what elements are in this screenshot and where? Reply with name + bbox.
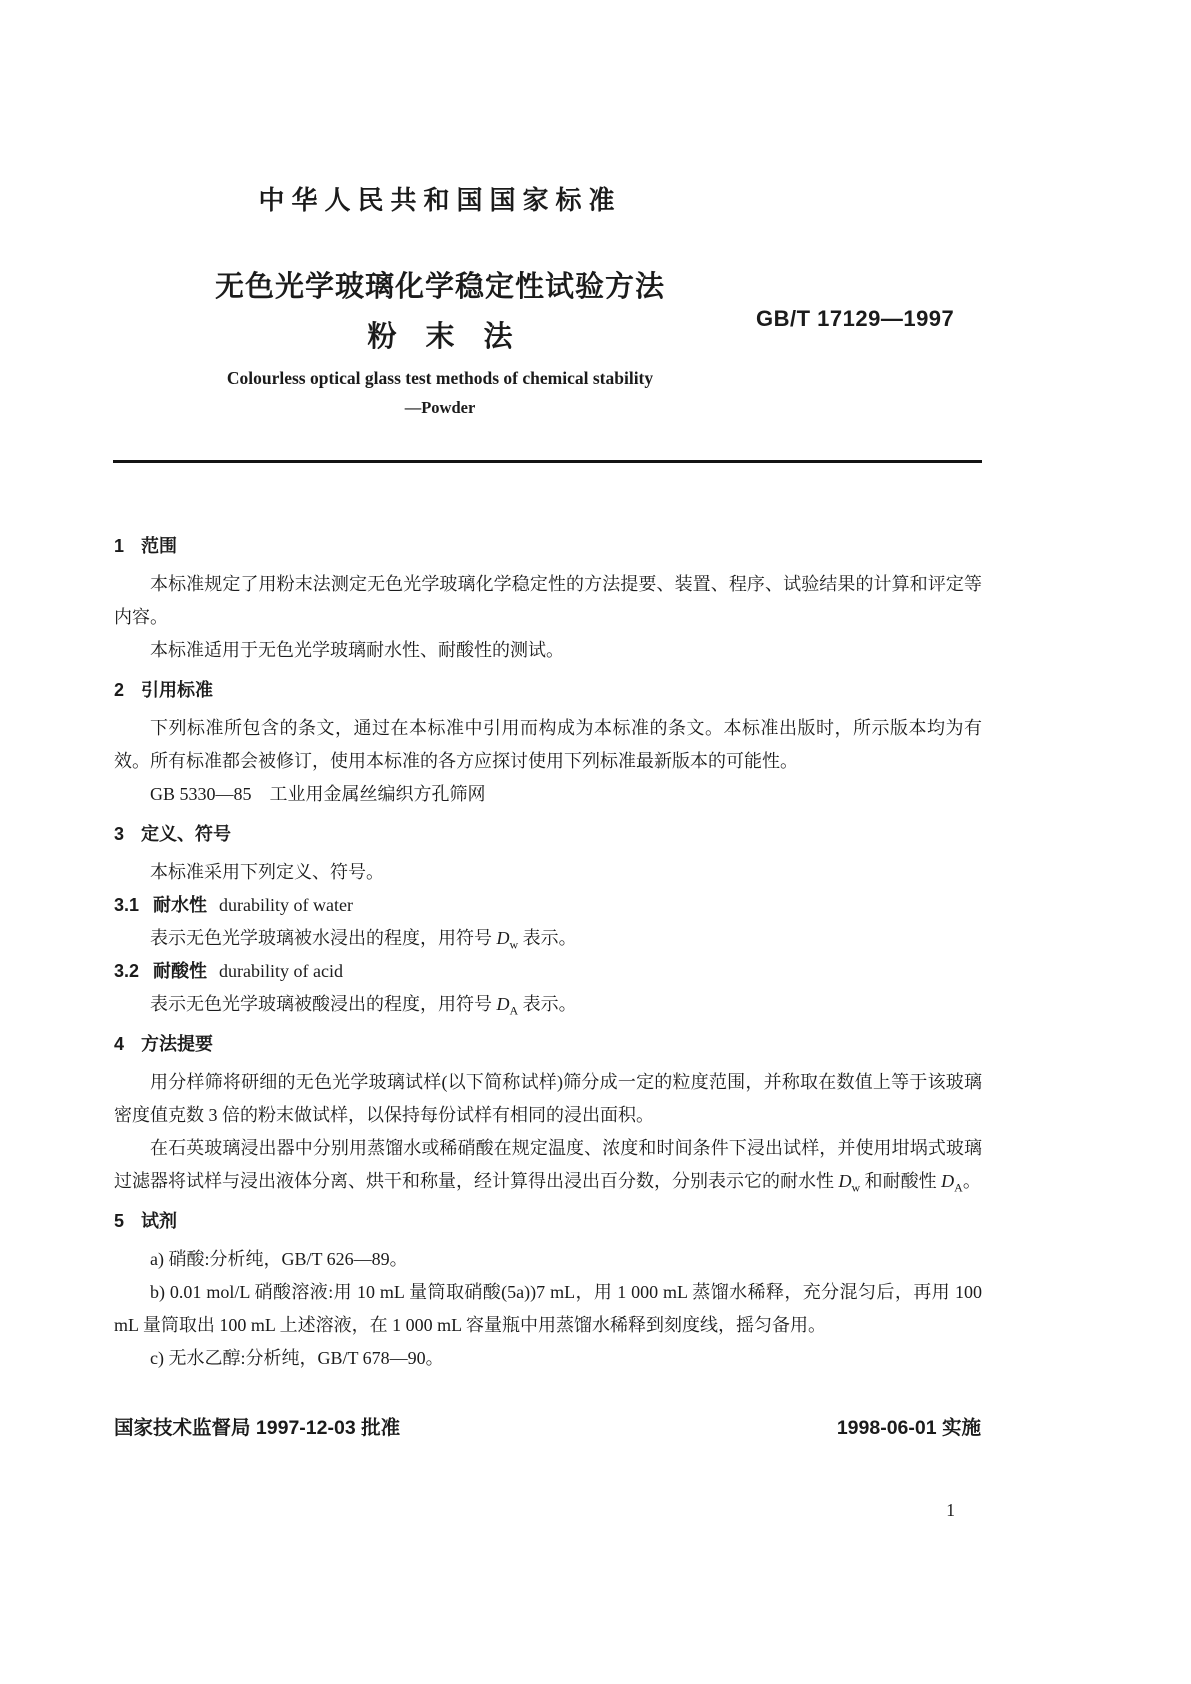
text-run: 本标准适用于无色光学玻璃耐水性、耐酸性的测试。 (150, 640, 564, 660)
paragraph (114, 1276, 982, 1342)
text-run: 在石英玻璃浸出器中分别用蒸馏水或稀硝酸在规定温度、浓度和时间条件下浸出试样，并使用坩埚式玻璃过滤器将试样与浸出液体分离、烘干和称量，经计算得出浸出百分数，分别表示它的耐水性 (114, 1138, 982, 1191)
subclause-3.1-heading (114, 889, 982, 922)
text-run: GB 5330—85 工业用金属丝编织方孔筛网 (150, 784, 486, 804)
paragraph (114, 856, 982, 889)
text-run: 下列标准所包含的条文，通过在本标准中引用而构成为本标准的条文。本标准出版时，所示版本均为有效。所有标准都会被修订，使用本标准的各方应探讨使用下列标准最新版本的可能性。 (114, 718, 982, 771)
section-2-heading (114, 674, 982, 707)
subclause-number: 3.2 (114, 961, 140, 981)
section-title: 定义、符号 (141, 824, 232, 844)
subclause-3.2-heading (114, 955, 982, 988)
section-number: 4 (114, 1034, 125, 1054)
text-run: c) 无水乙醇:分析纯，GB/T 678—90。 (150, 1348, 444, 1368)
paragraph (114, 634, 982, 667)
text-run: 。 (962, 1171, 981, 1191)
english-title: Colourless optical glass test methods of chemical stability (226, 368, 654, 388)
text-run: a) 硝酸:分析纯，GB/T 626—89。 (150, 1249, 408, 1269)
section-4-heading (114, 1028, 982, 1061)
section-title: 方法提要 (141, 1034, 214, 1054)
paragraph (114, 1132, 982, 1198)
section-1-heading (114, 530, 982, 563)
text-run: 和耐酸性 (860, 1171, 942, 1191)
header-rule (113, 460, 982, 463)
section-title: 引用标准 (141, 680, 214, 700)
symbol-subscript: A (509, 1003, 519, 1018)
section-number: 2 (114, 680, 125, 700)
subclause-term: 耐酸性 (153, 961, 208, 981)
document-title-line2: 粉 末 法 (367, 321, 513, 353)
section-number: 1 (114, 536, 125, 556)
paragraph (114, 712, 982, 778)
text-run: b) 0.01 mol/L 硝酸溶液:用 10 mL 量筒取硝酸(5a))7 mL，用 1 000 mL 蒸馏水稀释，充分混匀后，再用 100 mL 量筒取出 100 mL 上述溶液，在 1 000 mL 容量瓶中用蒸馏水稀释到刻度线，摇匀备用。 (114, 1282, 982, 1335)
footer-approval: 国家技术监督局 1997-12-03 批准 (114, 1417, 401, 1439)
page-number: 1 (946, 1500, 955, 1520)
standard-number: GB/T 17129—1997 (756, 306, 955, 331)
text-run: 表示。 (518, 994, 577, 1014)
paragraph (114, 778, 982, 811)
section-title: 试剂 (141, 1211, 178, 1231)
section-number: 3 (114, 824, 125, 844)
paragraph (114, 988, 982, 1021)
section-title: 范围 (141, 536, 178, 556)
standard-header: 中华人民共和国国家标准 (258, 185, 622, 215)
document-title-line1: 无色光学玻璃化学稳定性试验方法 (214, 271, 665, 303)
subclause-term-english: durability of acid (219, 961, 343, 981)
text-run: 本标准规定了用粉末法测定无色光学玻璃化学稳定性的方法提要、装置、程序、试验结果的计算和评定等内容。 (114, 574, 982, 627)
subclause-term-english: durability of water (219, 895, 353, 915)
paragraph (114, 922, 982, 955)
symbol-subscript: A (954, 1180, 963, 1195)
text-run: 表示无色光学玻璃被酸浸出的程度，用符号 (150, 994, 497, 1014)
paragraph (114, 1066, 982, 1132)
symbol: D (496, 928, 510, 948)
text-run: 表示无色光学玻璃被水浸出的程度，用符号 (150, 928, 497, 948)
symbol: D (496, 994, 510, 1014)
symbol: D (941, 1171, 955, 1191)
text-run: 表示。 (518, 928, 577, 948)
paragraph (114, 1342, 982, 1375)
symbol-subscript: w (851, 1180, 861, 1195)
paragraph (114, 1243, 982, 1276)
text-run: 用分样筛将研细的无色光学玻璃试样(以下简称试样)筛分成一定的粒度范围，并称取在数值上等于该玻璃密度值克数 3 倍的粉末做试样，以保持每份试样有相同的浸出面积。 (114, 1072, 982, 1125)
section-5-heading (114, 1205, 982, 1238)
footer-implementation: 1998-06-01 实施 (836, 1417, 981, 1439)
symbol: D (838, 1171, 852, 1191)
english-subtitle: —Powder (404, 398, 476, 417)
subclause-number: 3.1 (114, 895, 140, 915)
symbol-subscript: w (509, 937, 519, 952)
paragraph (114, 568, 982, 634)
text-run: 本标准采用下列定义、符号。 (150, 862, 384, 882)
section-3-heading (114, 818, 982, 851)
section-number: 5 (114, 1211, 125, 1231)
document-body (114, 528, 982, 1375)
subclause-term: 耐水性 (153, 895, 208, 915)
